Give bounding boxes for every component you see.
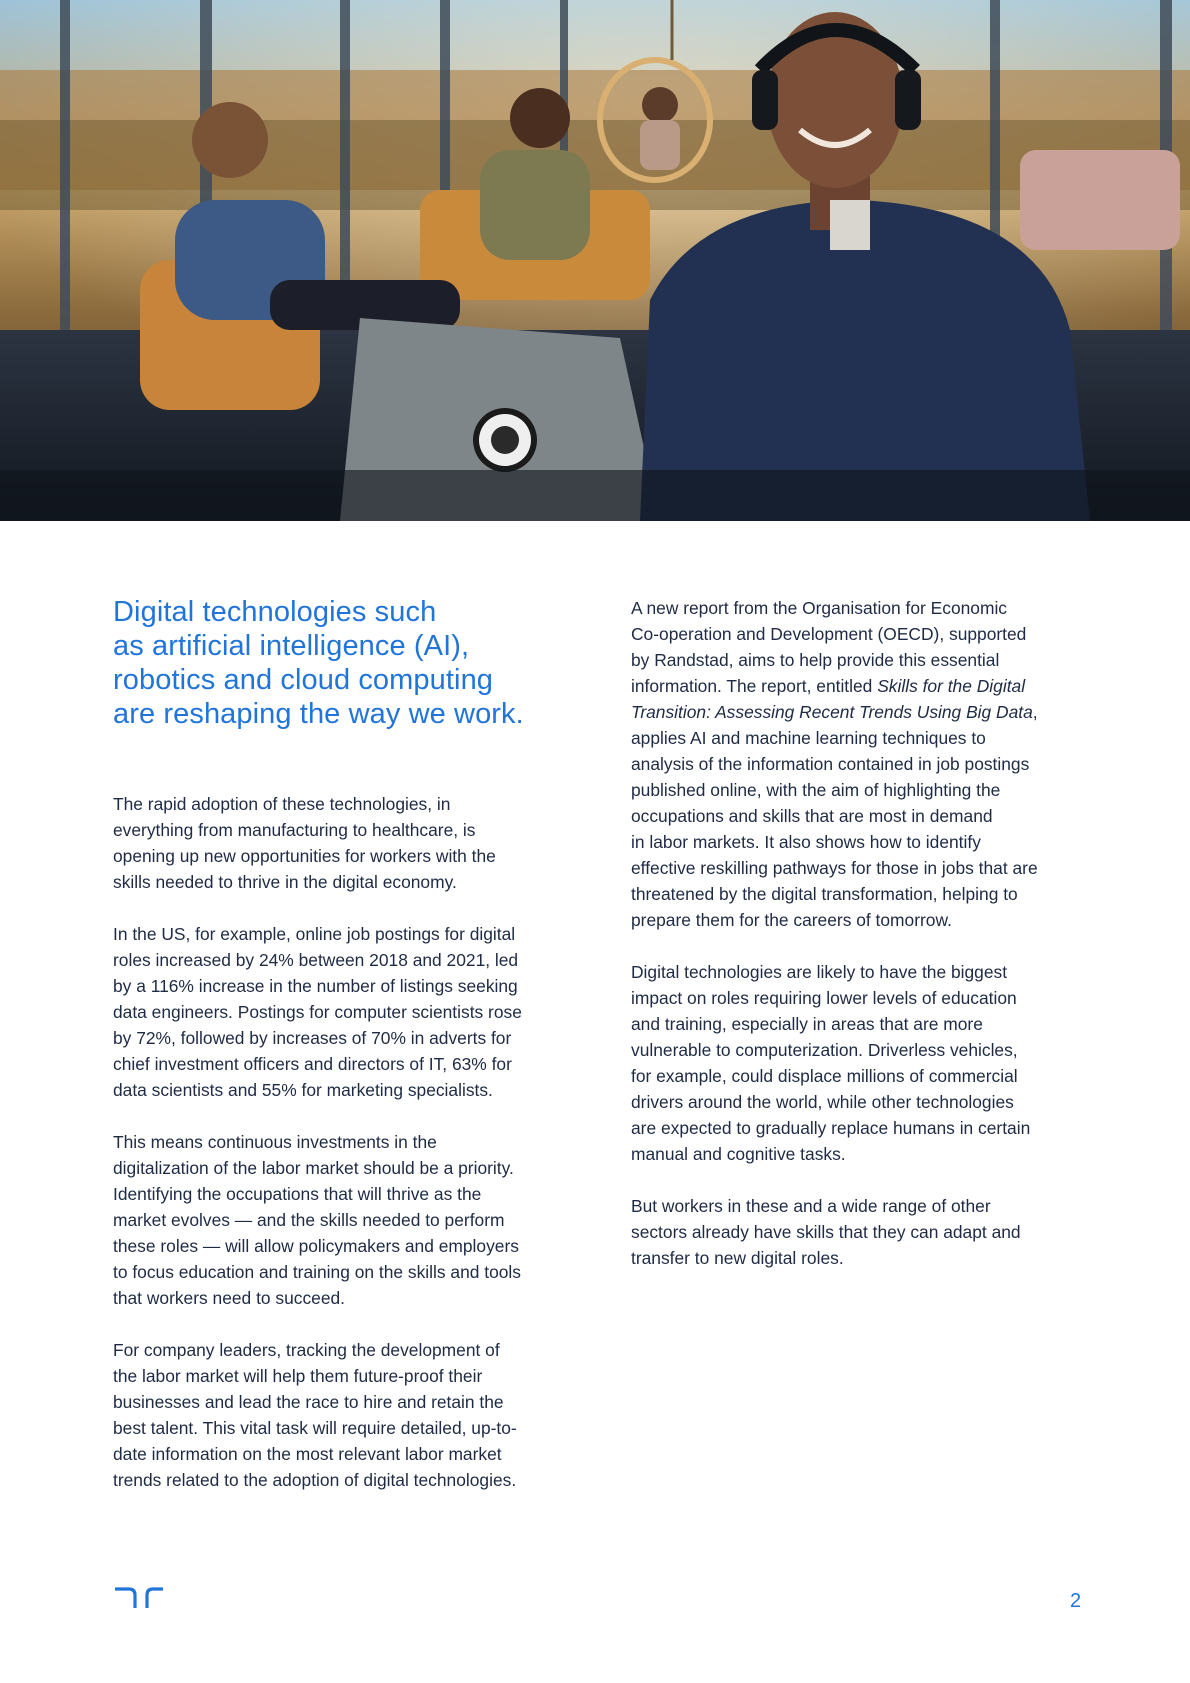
text-line: and training, especially in areas that are more (631, 1014, 983, 1034)
text-line: prepare them for the careers of tomorrow. (631, 910, 952, 930)
report-title: Transition: Assessing Recent Trends Using Big Data (631, 702, 1033, 722)
text-line: data engineers. Postings for computer scientists rose (113, 1002, 522, 1022)
text-line: everything from manufacturing to healthcare, is (113, 820, 476, 840)
text-line: published online, with the aim of highlighting the (631, 780, 1001, 800)
right-column (631, 595, 1081, 1297)
text-line: data scientists and 55% for marketing specialists. (113, 1080, 493, 1100)
text-line: market evolves — and the skills needed to perform (113, 1210, 505, 1230)
text-line: are expected to gradually replace humans in certain (631, 1118, 1031, 1138)
paragraph-rapid-adoption (113, 791, 563, 895)
text-line: by Randstad, aims to help provide this essential (631, 650, 1000, 670)
text-line: effective reskilling pathways for those in jobs that are (631, 858, 1038, 878)
text-line: chief investment officers and directors of IT, 63% for (113, 1054, 512, 1074)
text-line: This means continuous investments in the (113, 1132, 437, 1152)
text-line: For company leaders, tracking the development of (113, 1340, 500, 1360)
paragraph-company-leaders (113, 1337, 563, 1493)
text-line: skills needed to thrive in the digital economy. (113, 872, 457, 892)
text-line: in labor markets. It also shows how to identify (631, 832, 981, 852)
paragraph-continuous-investments (113, 1129, 563, 1311)
text-line (631, 699, 1081, 725)
report-title: Skills for the Digital (877, 676, 1026, 696)
page-number: 2 (1070, 1590, 1082, 1612)
paragraph-oecd-report (631, 595, 1081, 933)
left-column (113, 595, 563, 1519)
text-line: drivers around the world, while other technologies (631, 1092, 1014, 1112)
text-line: businesses and lead the race to hire and retain the (113, 1392, 504, 1412)
text-line: A new report from the Organisation for Economic (631, 598, 1008, 618)
lead-line: are reshaping the way we work. (113, 698, 524, 730)
text-line: date information on the most relevant labor market (113, 1444, 502, 1464)
text-line: threatened by the digital transformation, helping to (631, 884, 1018, 904)
hero-photo-illustration (0, 0, 1190, 521)
text-line: In the US, for example, online job postings for digital (113, 924, 516, 944)
text-line: trends related to the adoption of digital technologies. (113, 1470, 517, 1490)
text-line: for example, could displace millions of commercial (631, 1066, 1018, 1086)
paragraph-biggest-impact (631, 959, 1081, 1167)
text-line: roles increased by 24% between 2018 and 2021, led (113, 950, 519, 970)
text-fragment: , (1032, 702, 1038, 722)
text-line: applies AI and machine learning techniques to (631, 728, 986, 748)
lead-heading (113, 595, 563, 731)
text-line: transfer to new digital roles. (631, 1248, 844, 1268)
text-line: vulnerable to computerization. Driverless vehicles, (631, 1040, 1018, 1060)
text-line: sectors already have skills that they can adapt and (631, 1222, 1021, 1242)
randstad-logo-icon (113, 1587, 165, 1609)
text-line: manual and cognitive tasks. (631, 1144, 846, 1164)
text-fragment: information. The report, entitled (631, 676, 878, 696)
text-line: to focus education and training on the skills and tools (113, 1262, 521, 1282)
text-line: Digital technologies are likely to have the biggest (631, 962, 1008, 982)
text-line: digitalization of the labor market should be a priority. (113, 1158, 514, 1178)
text-line: occupations and skills that are most in demand (631, 806, 993, 826)
text-line: by 72%, followed by increases of 70% in adverts for (113, 1028, 512, 1048)
text-line: that workers need to succeed. (113, 1288, 346, 1308)
text-line: by a 116% increase in the number of listings seeking (113, 976, 518, 996)
lead-line: Digital technologies such (113, 596, 437, 628)
text-line: analysis of the information contained in job postings (631, 754, 1030, 774)
text-line: these roles — will allow policymakers and employers (113, 1236, 519, 1256)
text-line: But workers in these and a wide range of other (631, 1196, 991, 1216)
hero-photo (0, 0, 1190, 521)
lead-line: robotics and cloud computing (113, 664, 494, 696)
text-line: the labor market will help them future-proof their (113, 1366, 483, 1386)
text-line: Co-operation and Development (OECD), supported (631, 624, 1027, 644)
text-line: impact on roles requiring lower levels of education (631, 988, 1017, 1008)
text-line: The rapid adoption of these technologies, in (113, 794, 451, 814)
lead-line: as artificial intelligence (AI), (113, 630, 470, 662)
text-line: opening up new opportunities for workers with the (113, 846, 496, 866)
paragraph-us-postings (113, 921, 563, 1103)
text-line: best talent. This vital task will require detailed, up-to- (113, 1418, 517, 1438)
paragraph-transfer-skills (631, 1193, 1081, 1271)
text-line (631, 673, 1081, 699)
text-line: Identifying the occupations that will thrive as the (113, 1184, 482, 1204)
